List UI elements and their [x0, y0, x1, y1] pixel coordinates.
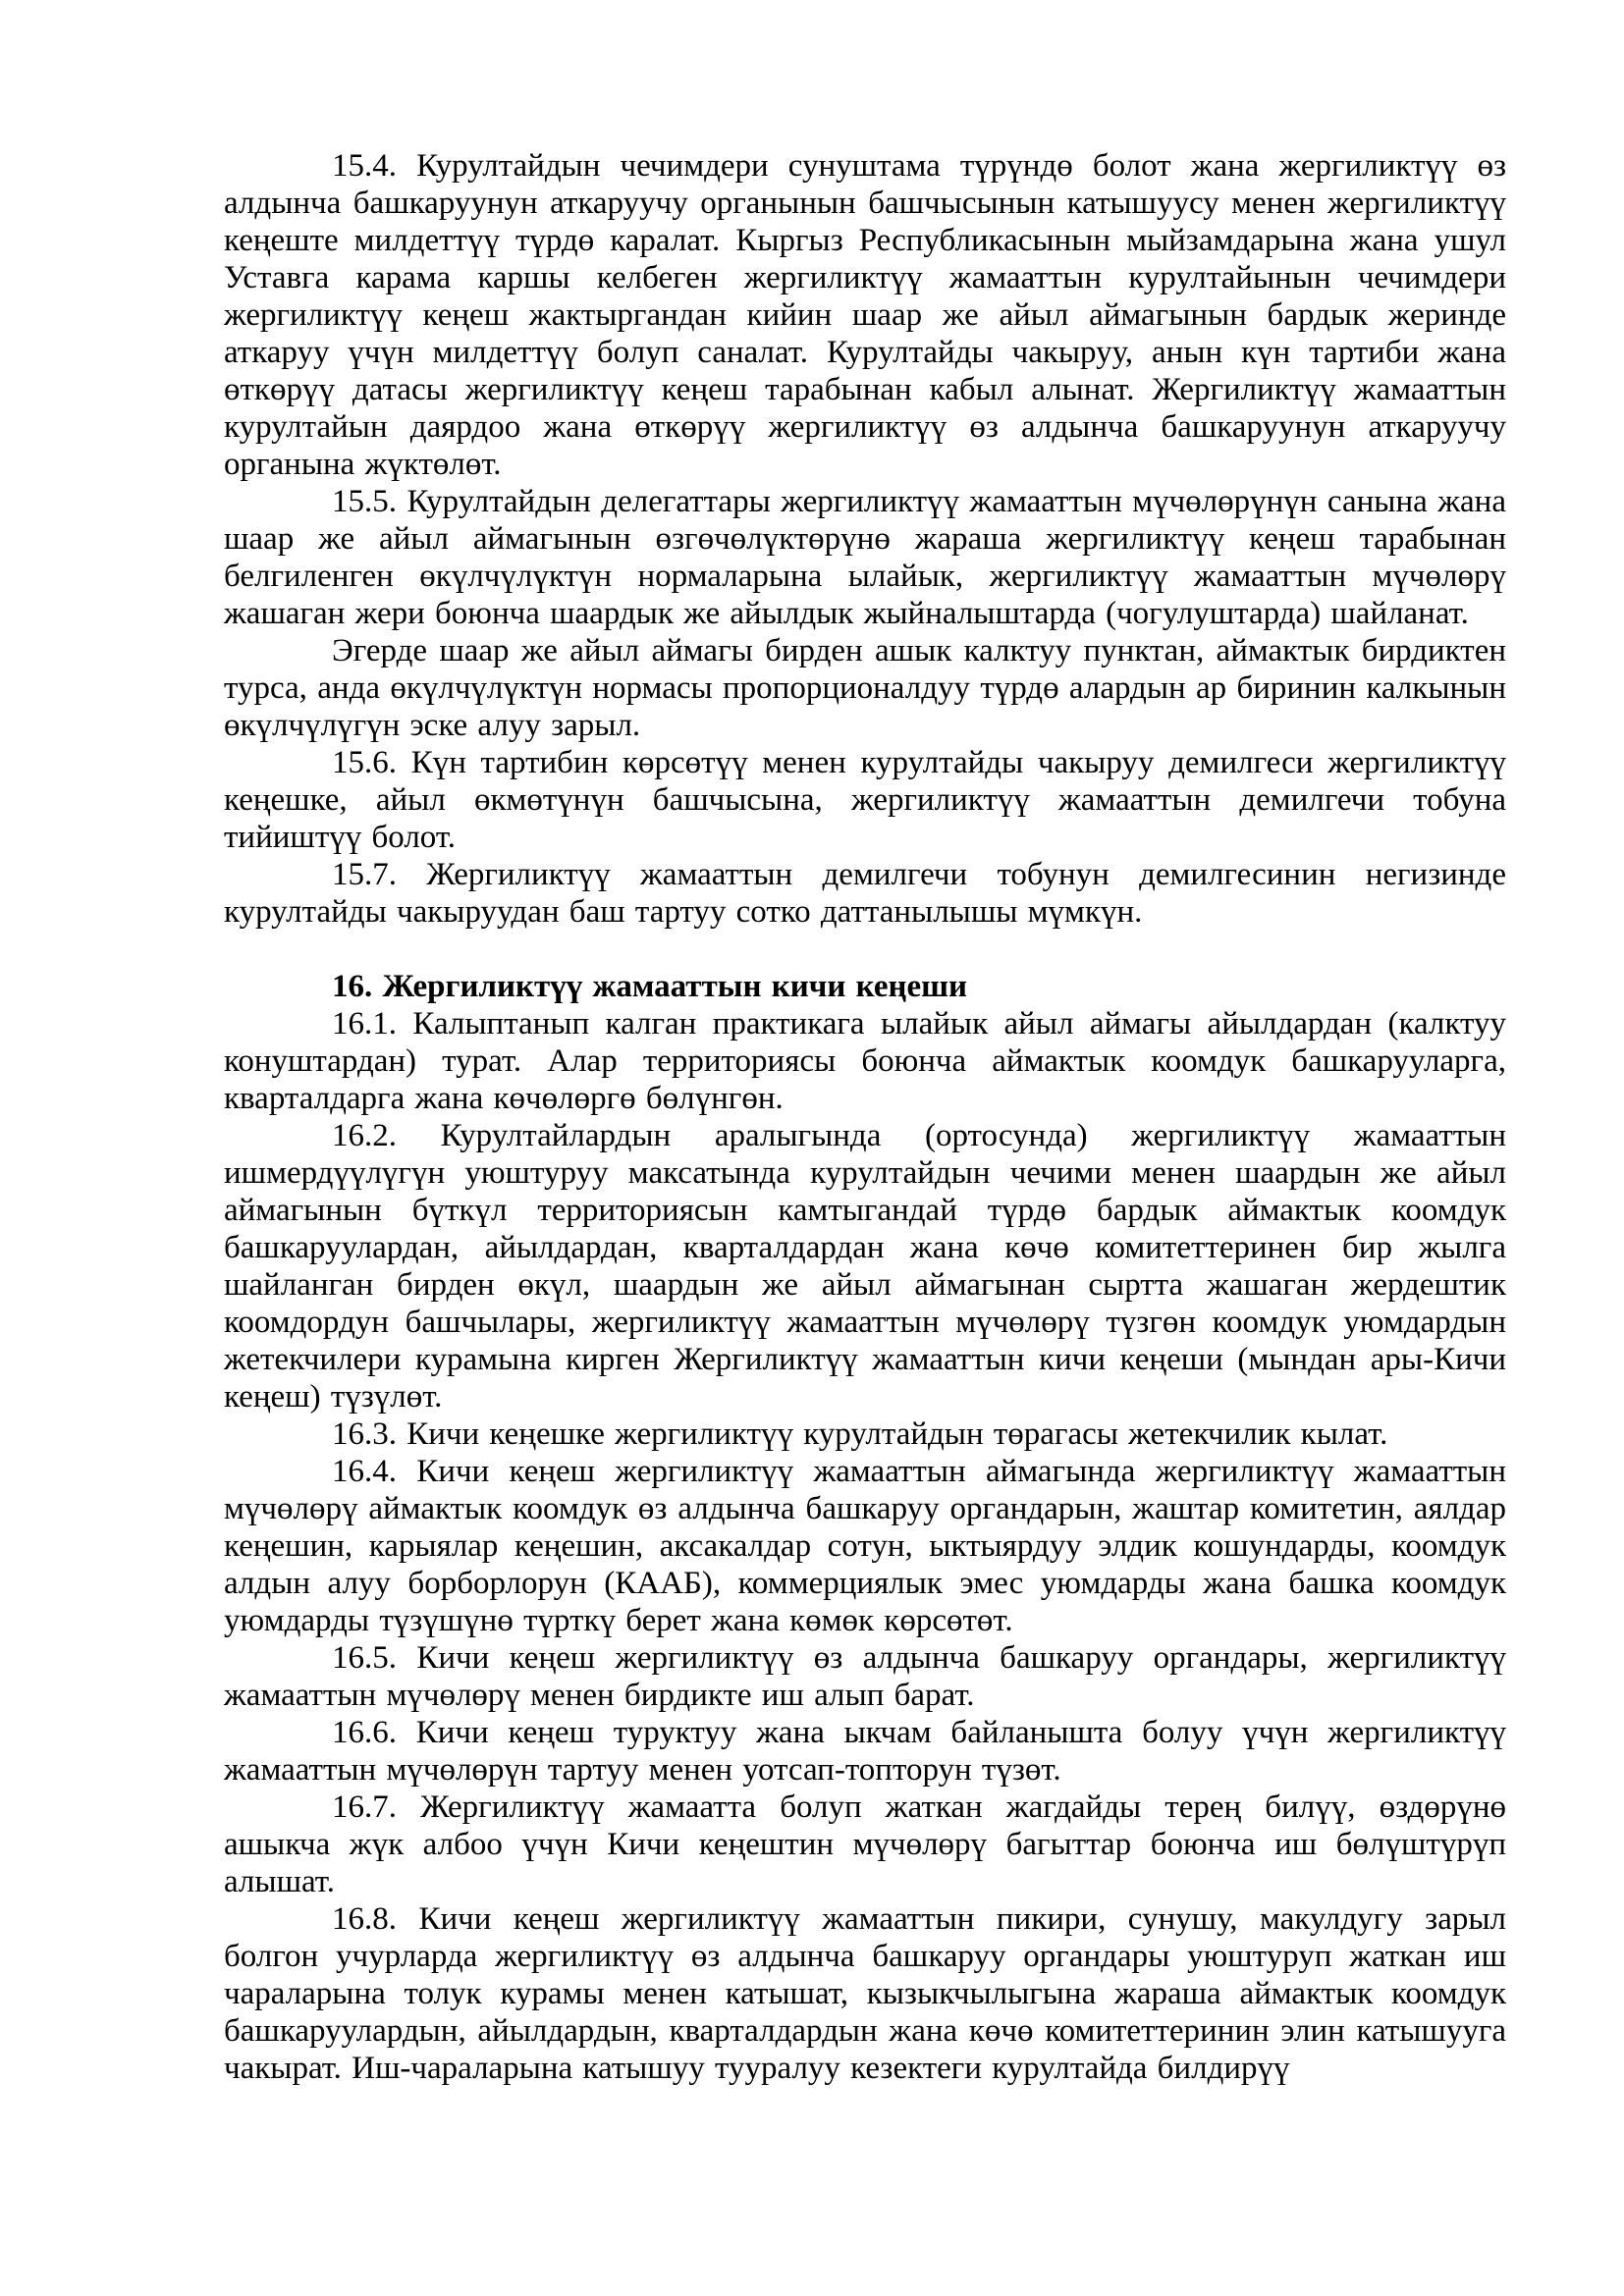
paragraph: 16.3. Кичи кеңешке жергиликтүү курултайдын төрагасы жетекчилик кылат.: [332, 1416, 1388, 1452]
paragraph: 16.8. Кичи кеңеш жергиликтүү жамааттын пикири, сунушу, макулдугу зарыл болгон учурларда жергиликтүү өз алдынча башкаруу органдары уюштуруп жаткан иш чараларына толук курамы менен катышат, кызыкчылыгына жараша аймактык коомдук башкаруулардын, айылдардын, кварталдардын жана көчө комитеттеринин элин катышууга чакырат. Иш-чараларына катышуу тууралуу кезектеги курултайда билдирүү: [224, 1901, 1506, 2086]
paragraph: 16.5. Кичи кеңеш жергиликтүү өз алдынча башкаруу органдары, жергиликтүү жамааттын мүчөлөрү менен бирдикте иш алып барат.: [224, 1640, 1506, 1713]
paragraph: 15.5. Курултайдын делегаттары жергиликтүү жамааттын мүчөлөрүнүн санына жана шаар же айыл аймагынын өзгөчөлүктөрүнө жараша жергиликтүү кеңеш тарабынан белгиленген өкүлчүлүктүн нормаларына ылайык, жергиликтүү жамааттын мүчөлөрү жашаган жери боюнча шаардык же айылдык жыйналыштарда (чогулуштарда) шайланат.: [224, 484, 1506, 631]
paragraph: 15.4. Курултайдын чечимдери сунуштама түрүндө болот жана жергиликтүү өз алдынча башкаруунун аткаруучу органынын башчысынын катышуусу менен жергиликтүү кеңеште милдеттүү түрдө каралат. Кыргыз Республикасынын мыйзамдарына жана ушул Уставга карама каршы келбеген жергиликтүү жамааттын курултайынын чечимдери жергиликтүү кеңеш жактыргандан кийин шаар же айыл аймагынын бардык жеринде аткаруу үчүн милдеттүү болуп саналат. Курултайды чакыруу, анын күн тартиби жана өткөрүү датасы жергиликтүү кеңеш тарабынан кабыл алынат. Жергиликтүү жамааттын курултайын даярдоо жана өткөрүү жергиликтүү өз алдынча башкаруунун аткаруучу органына жүктөлөт.: [224, 148, 1506, 482]
paragraph: 16.2. Курултайлардын аралыгында (ортосунда) жергиликтүү жамааттын ишмердүүлүгүн уюштуруу максатында курултайдын чечими менен шаардын же айыл аймагынын бүткүл территориясын камтыгандай түрдө бардык аймактык коомдук башкаруулардан, айылдардан, кварталдардан жана көчө комитеттеринен бир жылга шайланган бирден өкүл, шаардын же айыл аймагынан сыртта жашаган жердештик коомдордун башчылары, жергиликтүү жамааттын мүчөлөрү түзгөн коомдук уюмдардын жетекчилери курамына кирген Жергиликтүү жамааттын кичи кеңеши (мындан ары-Кичи кеңеш) түзүлөт.: [224, 1118, 1506, 1415]
paragraph: 16.7. Жергиликтүү жамаатта болуп жаткан жагдайды терең билүү, өздөрүнө ашыкча жүк албоо үчүн Кичи кеңештин мүчөлөрү багыттар боюнча иш бөлүштүрүп алышат.: [224, 1789, 1506, 1899]
paragraph: 16.4. Кичи кеңеш жергиликтүү жамааттын аймагында жергиликтүү жамааттын мүчөлөрү аймактык коомдук өз алдынча башкаруу органдарын, жаштар комитетин, аялдар кеңешин, карыялар кеңешин, аксакалдар сотун, ыктыярдуу элдик кошундарды, коомдук алдын алуу борборлорун (КААБ), коммерциялык эмес уюмдарды жана башка коомдук уюмдарды түзүшүнө түрткү берет жана көмөк көрсөтөт.: [224, 1454, 1506, 1638]
paragraph: 16.1. Калыптанып калган практикага ылайык айыл аймагы айылдардан (калктуу конуштардан) турат. Алар территориясы боюнча аймактык коомдук башкарууларга, кварталдарга жана көчөлөргө бөлүнгөн.: [224, 1006, 1506, 1116]
paragraph: 15.6. Күн тартибин көрсөтүү менен курултайды чакыруу демилгеси жергиликтүү кеңешке, айыл өкмөтүнүн башчысына, жергиликтүү жамааттын демилгечи тобуна тийиштүү болот.: [224, 745, 1506, 855]
paragraph: 16.6. Кичи кеңеш туруктуу жана ыкчам байланышта болуу үчүн жергиликтүү жамааттын мүчөлөрүн тартуу менен уотсап-топторун түзөт.: [224, 1715, 1506, 1788]
section-heading: 16. Жергиликтүү жамааттын кичи кеңеши: [332, 969, 968, 1004]
paragraph: 15.7. Жергиликтүү жамааттын демилгечи тобунун демилгесинин негизинде курултайды чакыруудан баш тартуу сотко даттанылышы мүмкүн.: [224, 857, 1506, 930]
paragraph: Эгерде шаар же айыл аймагы бирден ашык калктуу пунктан, аймактык бирдиктен турса, анда өкүлчүлүктүн нормасы пропорционалдуу түрдө алардын ар биринин калкынын өкүлчүлүгүн эске алуу зарыл.: [224, 633, 1506, 743]
document-body: [224, 147, 1506, 2087]
